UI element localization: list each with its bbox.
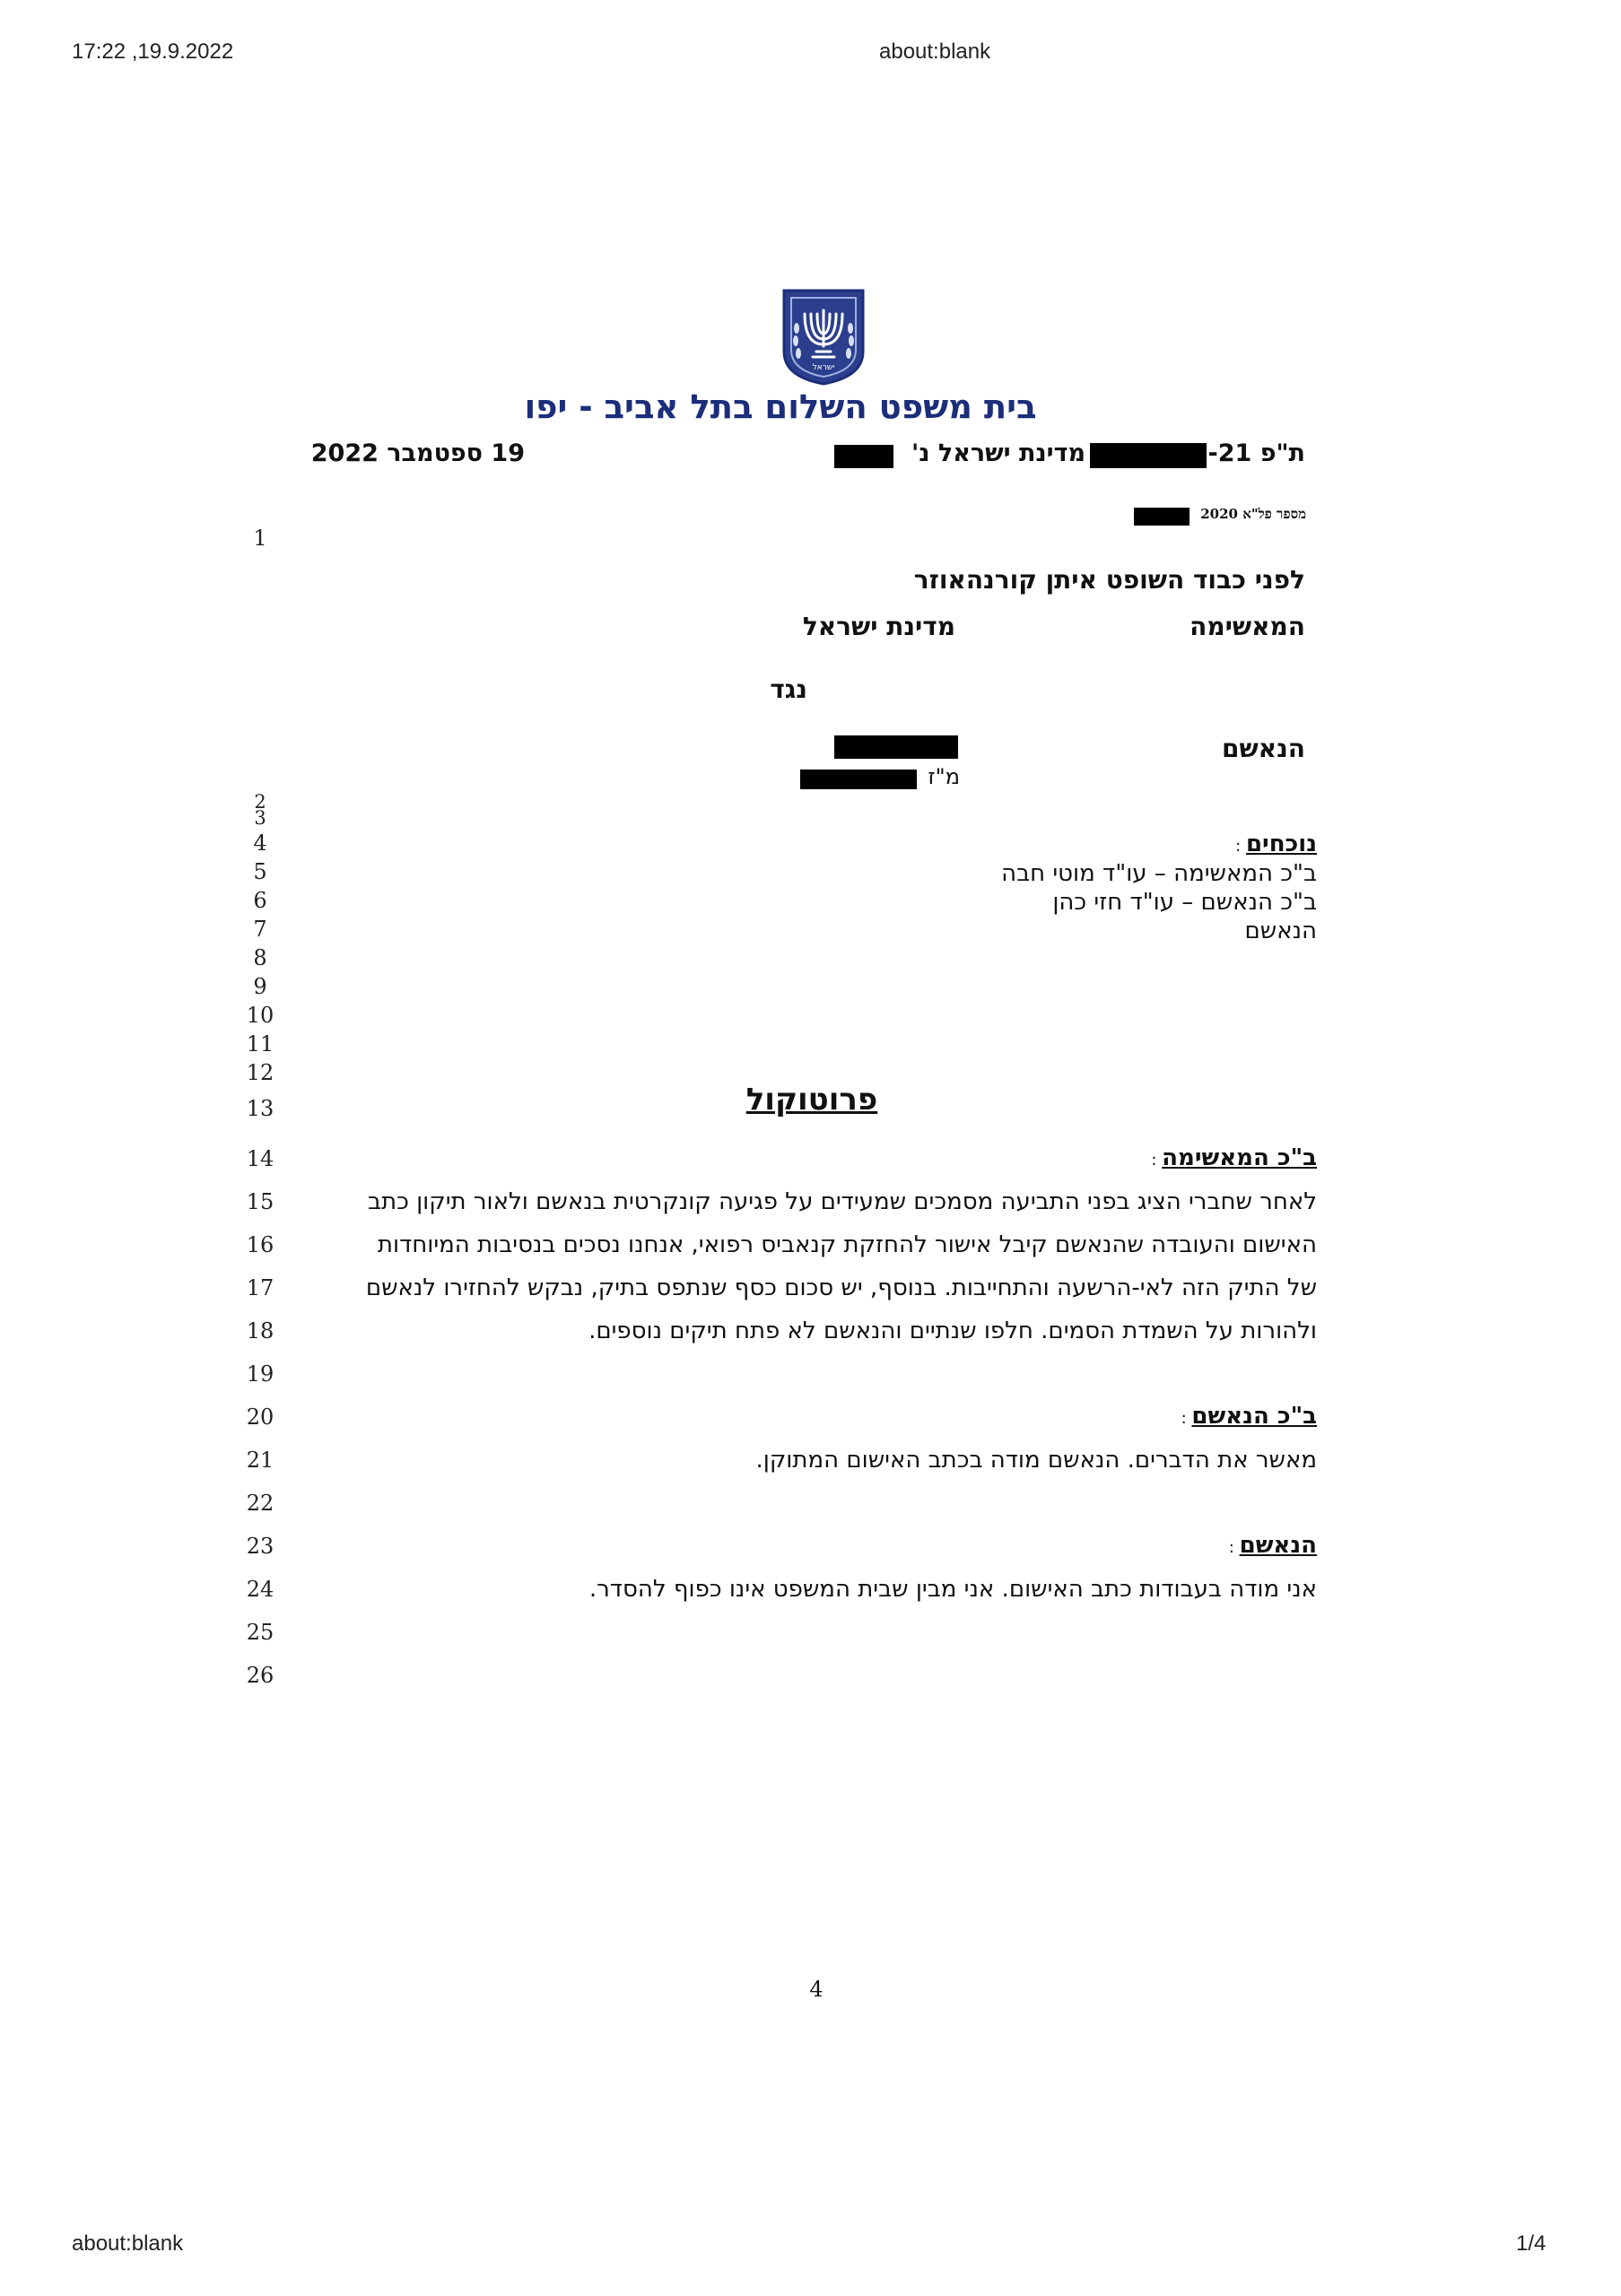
- accuser-label: המאשימה: [1190, 612, 1305, 641]
- state-emblem: [779, 287, 868, 387]
- statement-line: ולהורות על השמדת הסמים. חלפו שנתיים והנאשם לא פתח תיקים נוספים.: [588, 1318, 1317, 1344]
- defense-statement: מאשר את הדברים. הנאשם מודה בכתב האישום המתוקן.: [755, 1447, 1317, 1474]
- line-number: 17: [246, 1275, 275, 1300]
- print-title: about:blank: [879, 39, 991, 64]
- emblem-caption: ישראל: [812, 363, 835, 372]
- line-number: 13: [246, 1096, 275, 1121]
- present-defense-attorney: ב"כ הנאשם – עו"ד חזי כהן: [1052, 889, 1317, 916]
- line-number: 22: [246, 1491, 275, 1516]
- accused-colon: :: [1228, 1538, 1240, 1557]
- line-number: 11: [246, 1031, 275, 1057]
- redaction-file-number: [1134, 508, 1190, 526]
- print-page-counter: 1/4: [1516, 2231, 1547, 2256]
- case-reference: ת"פ 21-: [1207, 439, 1305, 467]
- present-accused: הנאשם: [1244, 918, 1317, 944]
- line-number: 23: [246, 1534, 275, 1559]
- line-number: 10: [246, 1003, 275, 1028]
- accused-statement-label: הנאשם: [1239, 1532, 1317, 1559]
- statement-line: של התיק הזה לאי-הרשעה והתחייבות. בנוסף, יש סכום כסף שנתפס בתיק, נבקש להחזירו לנאשם: [365, 1274, 1317, 1301]
- accused-id-prefix: מ"ז: [928, 764, 960, 789]
- line-number: 6: [253, 888, 267, 913]
- judge-line: לפני כבוד השופט איתן קורנהאוזר: [913, 565, 1305, 595]
- line-number: 15: [246, 1189, 275, 1214]
- case-parties: מדינת ישראל נ': [911, 439, 1085, 467]
- line-number: 24: [246, 1577, 275, 1602]
- protocol-title: פרוטוקול: [745, 1082, 878, 1118]
- defense-colon: :: [1181, 1409, 1192, 1428]
- defense-heading: [897, 1403, 1317, 1430]
- line-number: 21: [246, 1448, 275, 1473]
- present-heading: [897, 831, 1317, 857]
- line-number: 4: [253, 831, 267, 856]
- line-number: 14: [246, 1146, 275, 1171]
- hearing-date: 19 ספטמבר 2022: [310, 439, 525, 467]
- line-number: 16: [246, 1232, 275, 1257]
- redaction-case-number: [1090, 443, 1207, 468]
- line-number: 9: [253, 974, 267, 999]
- line-number: 2: [254, 791, 266, 813]
- statement-line: לאחר שחברי הציג בפני התביעה מסמכים שמעידים על פגיעה קונקרטית בנאשם ולאור תיקון כתב: [367, 1188, 1317, 1215]
- print-datetime: 17:22 ,19.9.2022: [72, 39, 234, 64]
- line-number: 20: [246, 1405, 275, 1430]
- accuser-name: מדינת ישראל: [802, 612, 955, 641]
- redaction-accused-id: [800, 770, 917, 789]
- line-number: 5: [253, 859, 267, 884]
- present-label: נוכחים: [1245, 831, 1317, 857]
- statement-line: האישום והעובדה שהנאשם קיבל אישור להחזקת קנאביס רפואי, אנחנו נסכים בנסיבות המיוחדות: [377, 1231, 1317, 1258]
- line-number: 3: [254, 807, 266, 829]
- prosecution-colon: :: [1151, 1151, 1163, 1170]
- line-number: 7: [253, 917, 267, 942]
- line-number: 25: [246, 1620, 275, 1645]
- present-colon: :: [1235, 837, 1246, 856]
- redaction-accused-name: [834, 735, 958, 759]
- line-number: 18: [246, 1318, 275, 1344]
- versus-word: נגד: [770, 674, 807, 704]
- line-number: 12: [246, 1060, 275, 1085]
- accused-heading: [897, 1532, 1317, 1559]
- present-prosecutor: ב"כ המאשימה – עו"ד מוטי חבה: [1001, 860, 1317, 887]
- line-number: 1: [253, 526, 267, 551]
- court-name: בית משפט השלום בתל אביב - יפו: [524, 387, 1037, 426]
- file-number: מספר פל"א 2020: [1200, 506, 1306, 522]
- redaction-defendant-name: [834, 445, 893, 468]
- prosecution-label: ב"כ המאשימה: [1162, 1144, 1317, 1171]
- line-number: 26: [246, 1663, 275, 1688]
- print-footer-url: about:blank: [72, 2231, 184, 2256]
- prosecution-heading: [897, 1144, 1317, 1171]
- line-number: 8: [253, 945, 267, 970]
- present-list: [807, 859, 1317, 945]
- prosecution-statement: [296, 1180, 1317, 1352]
- accused-statement: אני מודה בעבודות כתב האישום. אני מבין שבית המשפט אינו כפוף להסדר.: [588, 1576, 1317, 1603]
- accused-label: הנאשם: [1221, 734, 1305, 763]
- line-number: 19: [246, 1361, 275, 1387]
- defense-label: ב"כ הנאשם: [1191, 1403, 1317, 1430]
- page-number: 4: [809, 1977, 824, 2002]
